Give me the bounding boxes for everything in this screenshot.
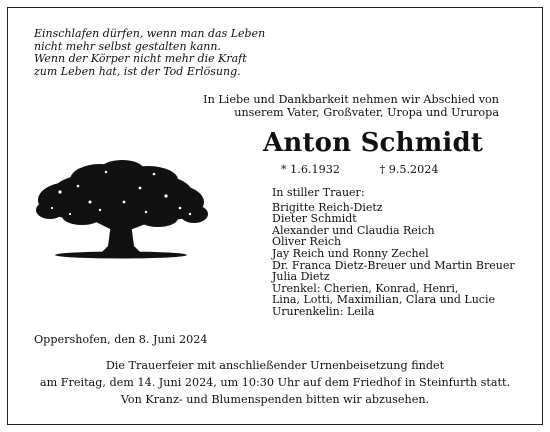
verse-line: zum Leben hat, ist der Tod Erlösung. xyxy=(34,64,241,78)
verse-line: Einschlafen dürfen, wenn man das Leben xyxy=(34,27,266,40)
mourner-line: Oliver Reich xyxy=(272,235,342,249)
mourner-line: Dr. Franca Dietz-Breuer und Martin Breuer xyxy=(272,258,515,272)
mourner-line: Jay Reich und Ronny Zechel xyxy=(272,246,429,260)
funeral-line: am Freitag, dem 14. Juni 2024, um 10:30 Uhr auf dem Friedhof in Steinfurth statt. xyxy=(39,376,511,389)
place-date: Oppershofen, den 8. Juni 2024 xyxy=(34,333,208,346)
funeral-line: Von Kranz- und Blumenspenden bitten wir abzusehen. xyxy=(120,393,430,406)
mourner-line: Urenkel: Cherien, Konrad, Henri, xyxy=(272,281,459,295)
funeral-line: Die Trauerfeier mit anschließender Urnenbeisetzung findet xyxy=(105,359,445,372)
verse-line: nicht mehr selbst gestalten kann. xyxy=(34,39,221,53)
birth-date: * 1.6.1932 xyxy=(281,163,340,176)
tree-icon xyxy=(30,158,212,262)
life-dates xyxy=(281,163,439,176)
mourners-heading: In stiller Trauer: xyxy=(272,186,365,199)
intro-line: unserem Vater, Großvater, Uropa und Ururopa xyxy=(234,106,499,119)
deceased-name: Anton Schmidt xyxy=(263,128,484,158)
mourner-line: Ururenkelin: Leila xyxy=(272,304,375,318)
farewell-intro xyxy=(179,93,499,119)
verse-line: Wenn der Körper nicht mehr die Kraft xyxy=(34,52,247,65)
mourner-line: Brigitte Reich-Dietz xyxy=(272,200,383,214)
mourners-list xyxy=(272,187,515,318)
mourner-line: Lina, Lotti, Maximilian, Clara und Lucie xyxy=(272,293,495,307)
death-date: † 9.5.2024 xyxy=(379,163,439,176)
verse xyxy=(34,28,265,78)
mourner-line: Dieter Schmidt xyxy=(272,212,357,226)
mourner-line: Julia Dietz xyxy=(272,270,330,284)
intro-line: In Liebe und Dankbarkeit nehmen wir Abschied von xyxy=(203,93,499,106)
mourner-line: Alexander und Claudia Reich xyxy=(272,223,435,237)
funeral-info xyxy=(0,357,550,408)
